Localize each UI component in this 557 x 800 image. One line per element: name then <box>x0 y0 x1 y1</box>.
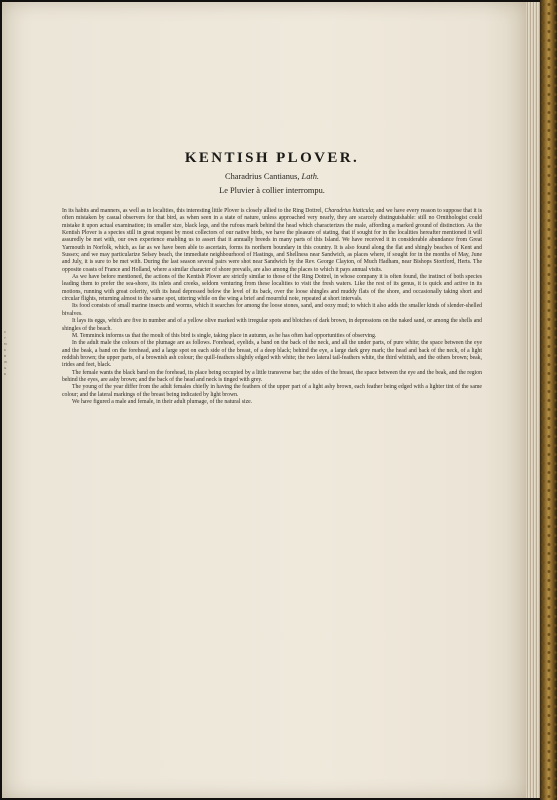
latin-species: Charadrius Cantianus, <box>225 172 300 181</box>
paragraph-text: In its habits and manners, as well as in localities, this interesting little Plover is closely allied to the Ring Dottrel, <box>62 208 325 214</box>
paragraph: It lays its eggs, which are five in number and of a yellow olive marked with irregular spots and blotches of dark brown, in depressions on the naked sand, or among the shells and shingles of the beach. <box>62 318 482 332</box>
color-card-label: G <box>4 366 7 370</box>
species-name: Charadrius hiaticula <box>324 208 373 214</box>
color-card-label: K <box>4 348 6 352</box>
latin-author: Lath. <box>301 172 319 181</box>
french-name: Le Pluvier à collier interrompu. <box>219 186 325 195</box>
paragraph: We have figured a male and female, in their adult plumage, of the natural size. <box>72 398 253 405</box>
paragraph: The female wants the black band on the forehead, its place being occupied by a little transverse bar; the sides of the breast, the space between the eye and the beak, and the region behind the eyes, are ashy brown; and the back of the head and neck is tinged with grey. <box>62 369 482 383</box>
paragraph: Its food consists of small marine insects and worms, which it searches for among the loose stones, sand, and oozy mud; to which it also adds the smaller kinds of slender-shelled bivalves. <box>62 303 482 317</box>
page-stack-edges <box>526 2 540 798</box>
paragraph: As we have before mentioned, the actions of the Kentish Plover are strictly similar to those of the Ring Dottrel, in whose company it is often found, the instinct of both species leading them to prefer the sea-shore, its inlets and creeks, seldom venturing from these localities to visit the fresh waters. Like the rest of its genus, it is quick and active in its motions, running with great celerity, with its head depressed below the level of its back, over the loose shingles and muddy flats of the shore, and occasionally taking short and circular flights, returning almost to the same spot, uttering while on the wing a brief and mournful note, repeated at short intervals. <box>62 274 482 303</box>
color-calibration-strip <box>4 330 12 382</box>
book-page <box>2 2 526 798</box>
color-card-label: B <box>4 354 7 358</box>
page-title: KENTISH PLOVER. <box>184 150 360 166</box>
article-body <box>62 208 482 406</box>
color-card-label: R <box>4 372 7 376</box>
color-card-label: M <box>4 342 7 346</box>
paragraph-text: ; and we have every reason to suppose that it is often mistaken by casual observers for that bird, as when seen in a state of nature, unless approached very nearly, they are scarcely distinguishable: still no Ornithologist could mistake it upon actual examination; its smaller size, black legs, and the rufous mark behind the head which characterizes the male, affording a marked ground of distinction. As the Kentish Plover is a species still in great request by most collectors of our native birds, we have the pleasure of stating, that if sought for in the localities hereafter mentioned it will assuredly be met with, our own experience enabling us to assert that it annually breeds in many parts of this Island. We have received it in considerable abundance from Great Yarmouth in Norfolk, which, as far as we have been able to ascertain, forms its northern boundary in this country. It is also found along the flat and shingly beaches of Kent and Sussex; and we may particularize Selsey beach, the immediate neighbourhood of Hastings, and Shellness near Sandwich, as places where, if sought for in the months of May, June and July, it is sure to be met with. During the last season several pairs were shot near Sandwich by the Rev. George Clayton, of Much Hadham, near Bishops Stortford, Herts. The opposite coasts of France and Holland, where a similar character of shore prevails, are also among the places to which it pays annual visits. <box>62 208 482 273</box>
color-card-label: C <box>4 330 7 334</box>
paragraph: In the adult male the colours of the plumage are as follows. Forehead, eyelids, a band on the back of the neck, and all the under parts, of pure white; the space between the eye and the beak, a band on the forehead, and a large spot on each side of the breast, of a deep black; behind the eye, a large dark grey mark; the head and back of the neck, of a light reddish brown; the upper parts, of a brownish ash colour; the quill-feathers slightly edged with white; the two lateral tail-feathers white, the third whitish, and the others brown; beak, irides and feet, black. <box>62 340 482 369</box>
paragraph: The young of the year differ from the adult females chiefly in having the feathers of the upper part of a light ashy brown, each feather being edged with a lighter tint of the same colour; and the lateral markings of the breast being indicated by light brown. <box>62 384 482 398</box>
paragraph <box>62 208 482 274</box>
color-card-label: W <box>4 360 7 364</box>
gilt-binding-edge <box>540 0 557 800</box>
color-card-label: Y <box>4 336 6 340</box>
paragraph: M. Temminck informs us that the moult of this bird is single, taking place in autumn, as he has often had opportunities of observing. <box>72 332 377 339</box>
latin-name <box>62 172 482 181</box>
